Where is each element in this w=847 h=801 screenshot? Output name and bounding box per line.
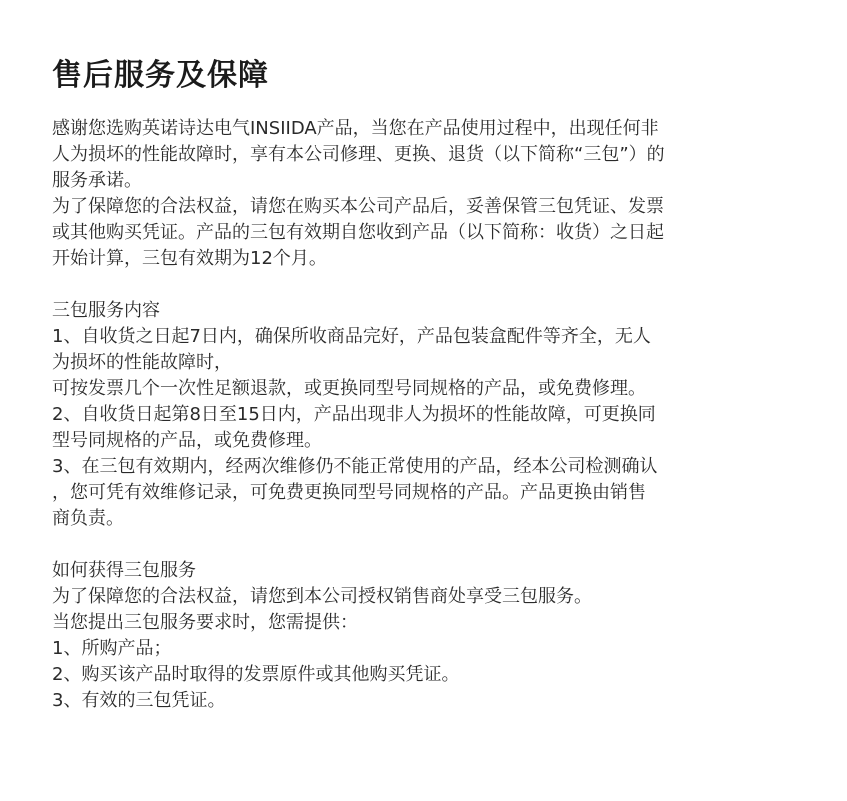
section-heading: 如何获得三包服务 [52, 560, 196, 581]
howto-line: 3、有效的三包凭证。 [52, 690, 226, 711]
intro-line: 为了保障您的合法权益，请您在购买本公司产品后，妥善保管三包凭证、发票 [52, 196, 664, 217]
howto-section [52, 558, 812, 714]
services-line: 商负责。 [52, 508, 124, 529]
intro-line: 服务承诺。 [52, 170, 142, 191]
services-line: 型号同规格的产品，或免费修理。 [52, 430, 322, 451]
services-line: 可按发票几个一次性足额退款，或更换同型号同规格的产品，或免费修理。 [52, 378, 646, 399]
services-line: ，您可凭有效维修记录，可免费更换同型号同规格的产品。产品更换由销售 [52, 482, 646, 503]
services-line: 2、自收货日起第8日至15日内，产品出现非人为损坏的性能故障，可更换同 [52, 404, 656, 425]
howto-line: 1、所购产品； [52, 638, 172, 659]
services-line: 3、在三包有效期内，经两次维修仍不能正常使用的产品，经本公司检测确认 [52, 456, 658, 477]
intro-line: 感谢您选购英诺诗达电气INSIIDA产品，当您在产品使用过程中，出现任何非 [52, 118, 659, 139]
intro-line: 开始计算，三包有效期为12个月。 [52, 248, 327, 269]
services-section [52, 298, 812, 532]
howto-line: 2、购买该产品时取得的发票原件或其他购买凭证。 [52, 664, 460, 685]
section-spacer [52, 532, 812, 558]
services-line: 为损坏的性能故障时， [52, 352, 232, 373]
section-spacer [52, 272, 812, 298]
services-line: 1、自收货之日起7日内，确保所收商品完好，产品包装盒配件等齐全，无人 [52, 326, 651, 347]
intro-line: 人为损坏的性能故障时，享有本公司修理、更换、退货（以下简称“三包”）的 [52, 144, 665, 165]
document [52, 52, 812, 714]
howto-line: 当您提出三包服务要求时，您需提供： [52, 612, 358, 633]
section-heading: 三包服务内容 [52, 300, 160, 321]
howto-line: 为了保障您的合法权益，请您到本公司授权销售商处享受三包服务。 [52, 586, 592, 607]
page-title: 售后服务及保障 [52, 58, 269, 93]
intro-line: 或其他购买凭证。产品的三包有效期自您收到产品（以下简称：收货）之日起 [52, 222, 664, 243]
intro-section [52, 116, 812, 272]
